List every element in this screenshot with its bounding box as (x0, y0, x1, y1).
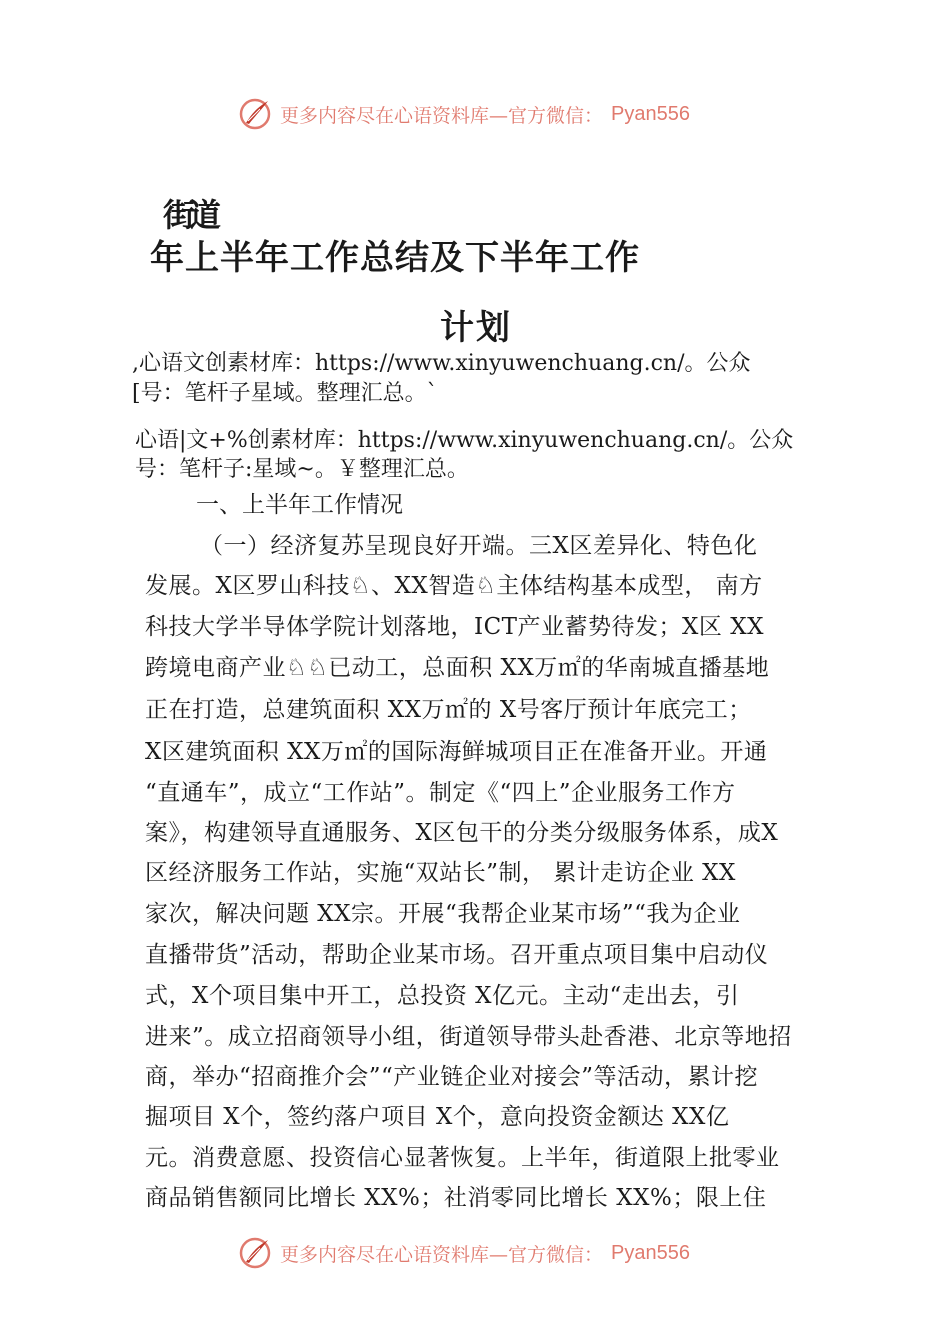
title-line-2: 年上半年工作总结及下半年工作 (150, 238, 640, 278)
body-line-13: 进来”。成立招商领导小组，街道领导带头赴香港、北京等地招 (145, 1024, 792, 1050)
footer-banner (238, 1233, 690, 1273)
body-line-10: 家次，解决问题 XX宗。开展“我帮企业某市场”“我为企业 (145, 901, 741, 927)
note-line-4: 号：笔杆子:星域~。￥整理汇总。 (135, 457, 469, 482)
banner-text: 更多内容尽在心语资料库—官方微信： (280, 104, 604, 127)
note-line-1: ,心语文创素材库：https://www.xinyuwenchuang.cn/。公众 (132, 351, 751, 376)
body-line-6: X区建筑面积 XX万㎡的国际海鲜城项目正在准备开业。开通 (145, 739, 768, 765)
body-line-5: 正在打造，总建筑面积 XX万㎡的 X号客厅预计年底完工； (145, 697, 752, 723)
quill-logo-icon (238, 1236, 272, 1270)
body-line-17: 商品销售额同比增长 XX%；社消零同比增长 XX%；限上住 (145, 1185, 767, 1211)
title-line-1: 街道 (163, 196, 216, 234)
banner-wechat-id: Pyan556 (611, 102, 690, 125)
body-line-12: 式，X个项目集中开工，总投资 X亿元。主动“走出去，引 (145, 983, 740, 1009)
title-line-3: 计划 (440, 308, 512, 348)
body-line-9: 区经济服务工作站，实施“双站长”制， 累计走访企业 XX (145, 860, 736, 886)
banner-text: 更多内容尽在心语资料库—官方微信： (280, 1243, 604, 1266)
note-line-3: 心语|文+%创素材库：https://www.xinyuwenchuang.cn/。公众 (135, 428, 794, 453)
banner-wechat-id: Pyan556 (611, 1241, 690, 1264)
header-banner (238, 94, 690, 134)
body-line-15: 掘项目 X个，签约落户项目 X个，意向投资金额达 XX亿 (145, 1104, 730, 1130)
body-line-4: 跨境电商产业♘♘已动工，总面积 XX万㎡的华南城直播基地 (145, 655, 770, 681)
body-line-3: 科技大学半导体学院计划落地，ICT产业蓄势待发；X区 XX (145, 614, 764, 640)
body-line-16: 元。消费意愿、投资信心显著恢复。上半年，街道限上批零业 (145, 1145, 780, 1171)
section-heading: 一、上半年工作情况 (196, 492, 403, 518)
body-line-8: 案》，构建领导直通服务、X区包干的分类分级服务体系，成X (145, 820, 779, 846)
note-line-2: [号：笔杆子星域。整理汇总。` (132, 381, 438, 406)
body-line-11: 直播带货”活动，帮助企业某市场。召开重点项目集中启动仪 (145, 942, 769, 968)
body-line-14: 商，举办“招商推介会”“产业链企业对接会”等活动，累计挖 (145, 1064, 759, 1090)
body-line-2: 发展。X区罗山科技♘、XX智造♘主体结构基本成型， 南方 (145, 573, 763, 599)
quill-logo-icon (238, 97, 272, 131)
body-line-1: （一）经济复苏呈现良好开端。三X区差异化、特色化 (200, 533, 758, 559)
body-line-7: “直通车”，成立“工作站”。制定《“四上”企业服务工作方 (145, 780, 736, 806)
